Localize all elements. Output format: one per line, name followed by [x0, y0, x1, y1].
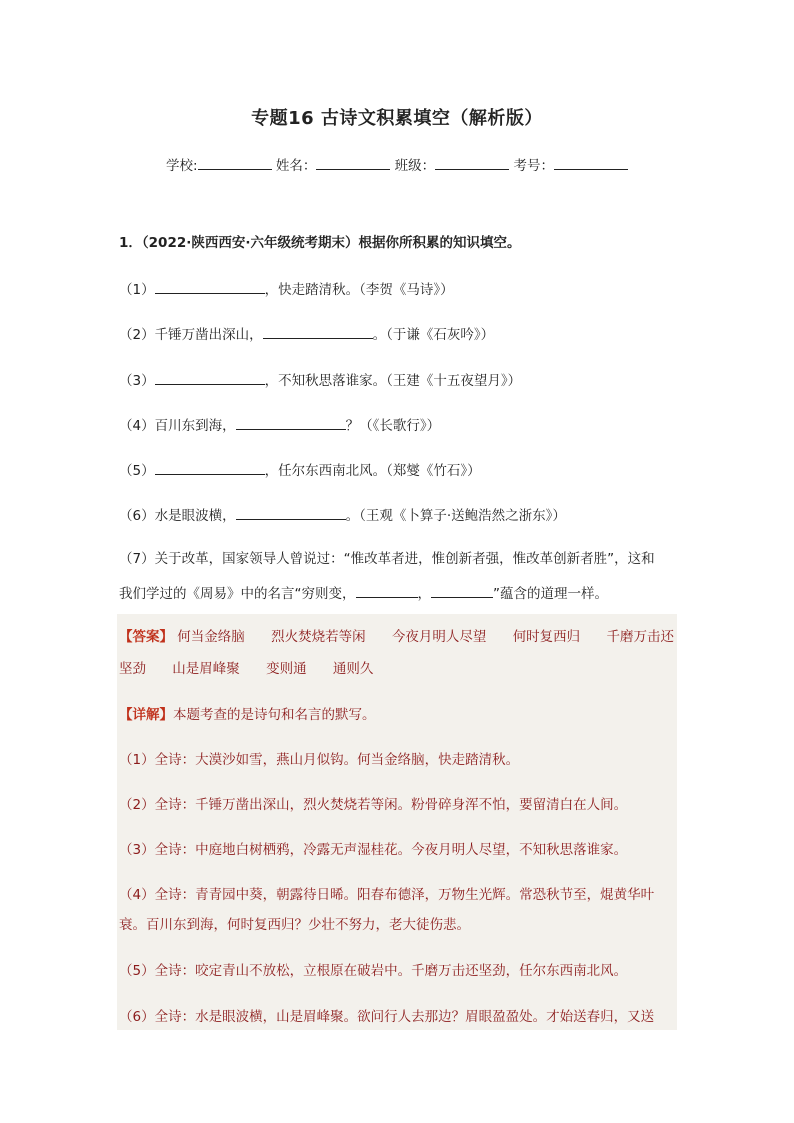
detail-tag: 【详解】 [119, 707, 173, 723]
question-item-7-line-2 [119, 583, 679, 603]
answer-line-2 [119, 660, 679, 678]
question-number: 1． [119, 235, 142, 251]
detail-line: （6）全诗：水是眼波横，山是眉峰聚。欲问行人去那边？眉眼盈盈处。才始送春归，又送 [119, 1009, 655, 1025]
detail-intro [119, 706, 679, 724]
answer-blank[interactable] [155, 370, 265, 385]
answer-item: 何时复西归 [512, 629, 581, 645]
answer-blank[interactable] [263, 324, 373, 339]
item-prefix: （6） [119, 508, 155, 524]
school-label: 学校: [166, 158, 198, 174]
answer-item: 山是眉峰聚 [172, 661, 240, 677]
question-item-6 [119, 505, 679, 525]
item-after: ，快走踏清秋。（李贺《马诗》） [264, 282, 454, 298]
class-blank[interactable] [435, 155, 509, 170]
item7-text-c: ”蕴含的道理一样。 [493, 586, 608, 602]
detail-intro-text: 本题考查的是诗句和名言的默写。 [173, 707, 376, 723]
item-prefix: （5） [119, 463, 155, 479]
school-blank[interactable] [198, 155, 272, 170]
name-blank[interactable] [316, 155, 390, 170]
item-after: ？（《长歌行》） [345, 418, 441, 434]
question-item-1 [119, 279, 679, 299]
page-title: 专题16 古诗文积累填空（解析版） [251, 108, 543, 129]
question-stem-text: （2022·陕西西安·六年级统考期末）根据你所积累的知识填空。 [141, 235, 521, 251]
answer-blank[interactable] [431, 583, 493, 598]
item-prefix: （3） [119, 373, 155, 389]
item7-text-a: 我们学过的《周易》中的名言“穷则变， [119, 586, 356, 602]
answer-line-1 [119, 628, 679, 646]
detail-line: （4）全诗：青青园中葵，朝露待日晞。阳春布德泽，万物生光辉。常恐秋节至，焜黄华叶 [119, 887, 655, 903]
item-after: ，不知秋思落谁家。（王建《十五夜望月》） [264, 373, 522, 389]
answer-blank[interactable] [155, 279, 265, 294]
answer-item: 千磨万击还 [606, 629, 674, 645]
answer-item: 变则通 [266, 661, 307, 677]
answer-item: 烈火焚烧若等闲 [271, 629, 366, 645]
item-before: 百川东到海， [154, 418, 236, 434]
answer-item: 通则久 [332, 661, 374, 677]
answer-blank[interactable] [236, 505, 346, 520]
detail-line: （5）全诗：咬定青山不放松，立根原在破岩中。千磨万击还坚劲，任尔东西南北风。 [119, 963, 628, 979]
answer-item: 坚劲 [119, 661, 146, 677]
question-item-7-line-1: （7）关于改革，国家领导人曾说过：“惟改革者进，惟创新者强，惟改革创新者胜”，这和 [119, 551, 655, 567]
exam-no-label: 考号： [513, 158, 554, 174]
item7-text-b: ， [417, 586, 431, 602]
answer-item: 今夜月明人尽望 [391, 629, 487, 645]
name-label: 姓名： [275, 158, 317, 174]
detail-line: （1）全诗：大漠沙如雪，燕山月似钩。何当金络脑，快走踏清秋。 [119, 752, 520, 768]
item-prefix: （1） [119, 282, 155, 298]
item-before: 千锤万凿出深山， [154, 327, 263, 343]
item-prefix: （4） [119, 418, 155, 434]
detail-line: 衰。百川东到海，何时复西归？少壮不努力，老大徒伤悲。 [119, 917, 470, 933]
answer-blank[interactable] [155, 460, 265, 475]
item-after: 。（于谦《石灰吟》） [372, 327, 495, 343]
answer-blank[interactable] [236, 415, 346, 430]
answer-blank[interactable] [356, 583, 418, 598]
answer-item: 何当金络脑 [177, 629, 245, 645]
question-item-4 [119, 415, 679, 435]
detail-line: （2）全诗：千锤万凿出深山，烈火焚烧若等闲。粉骨碎身浑不怕，要留清白在人间。 [119, 797, 628, 813]
class-label: 班级： [394, 158, 436, 174]
item-prefix: （2） [119, 327, 155, 343]
question-item-5 [119, 460, 679, 480]
question-item-3 [119, 370, 679, 390]
exam-no-blank[interactable] [554, 155, 628, 170]
student-info-row [0, 154, 794, 174]
item-after: 。（王观《卜算子·送鲍浩然之浙东》） [345, 508, 566, 524]
item-before: 水是眼波横， [154, 508, 236, 524]
item-after: ，任尔东西南北风。（郑燮《竹石》） [264, 463, 481, 479]
question-item-2 [119, 324, 679, 344]
question-stem [119, 234, 679, 252]
answer-tag: 【答案】 [119, 629, 173, 645]
detail-line: （3）全诗：中庭地白树栖鸦，冷露无声湿桂花。今夜月明人尽望，不知秋思落谁家。 [119, 842, 628, 858]
